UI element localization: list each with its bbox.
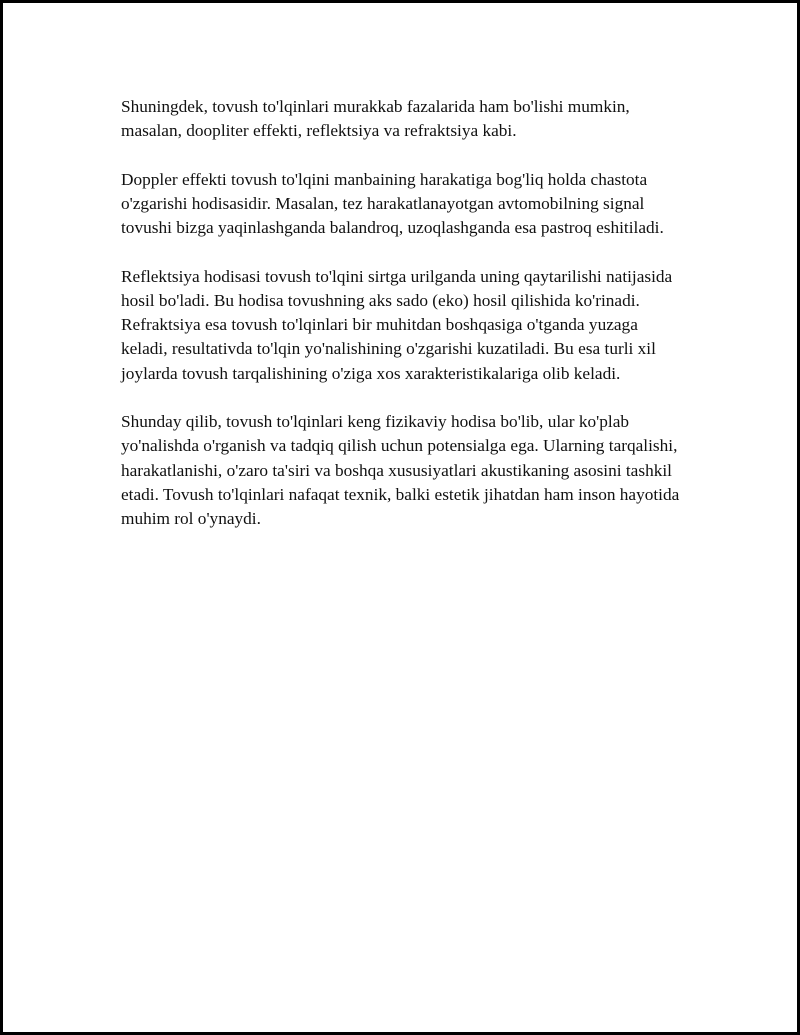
paragraph-reflection-refraction: Reflektsiya hodisasi tovush to'lqini sirtga urilganda uning qaytarilishi natijasida hosil bo'ladi. Bu hodisa tovushning aks sado (eko) hosil qilishida ko'rinadi. Refraktsiya esa tovush to'lqinlari bir muhitdan boshqasiga o'tganda yuzaga keladi, resultativda to'lqin yo'nalishining o'zgarishi kuzatiladi. Bu esa turli xil joylarda tovush tarqalishining o'ziga xos xarakteristikalariga olib keladi. [121, 266, 673, 383]
paragraph-doppler-intro: Shuningdek, tovush to'lqinlari murakkab fazalarida ham bo'lishi mumkin, masalan, doopliter effekti, reflektsiya va refraktsiya kabi. [121, 97, 630, 141]
document-body [121, 95, 686, 556]
paragraph-conclusion: Shunday qilib, tovush to'lqinlari keng fizikaviy hodisa bo'lib, ular ko'plab yo'nalishda o'rganish va tadqiq qilish uchun potensialga ega. Ularning tarqalishi, harakatlanishi, o'zaro ta'siri va boshqa xususiyatlari akustikaning asosini tashkil etadi. Tovush to'lqinlari nafaqat texnik, balki estetik jihatdan ham inson hayotida muhim rol o'ynaydi. [121, 412, 680, 529]
paragraph-doppler-effect: Doppler effekti tovush to'lqini manbaining harakatiga bog'liq holda chastota o'zgarishi hodisasidir. Masalan, tez harakatlanayotgan avtomobilning signal tovushi bizga yaqinlashganda balandroq, uzoqlashganda esa pastroq eshitiladi. [121, 169, 664, 238]
